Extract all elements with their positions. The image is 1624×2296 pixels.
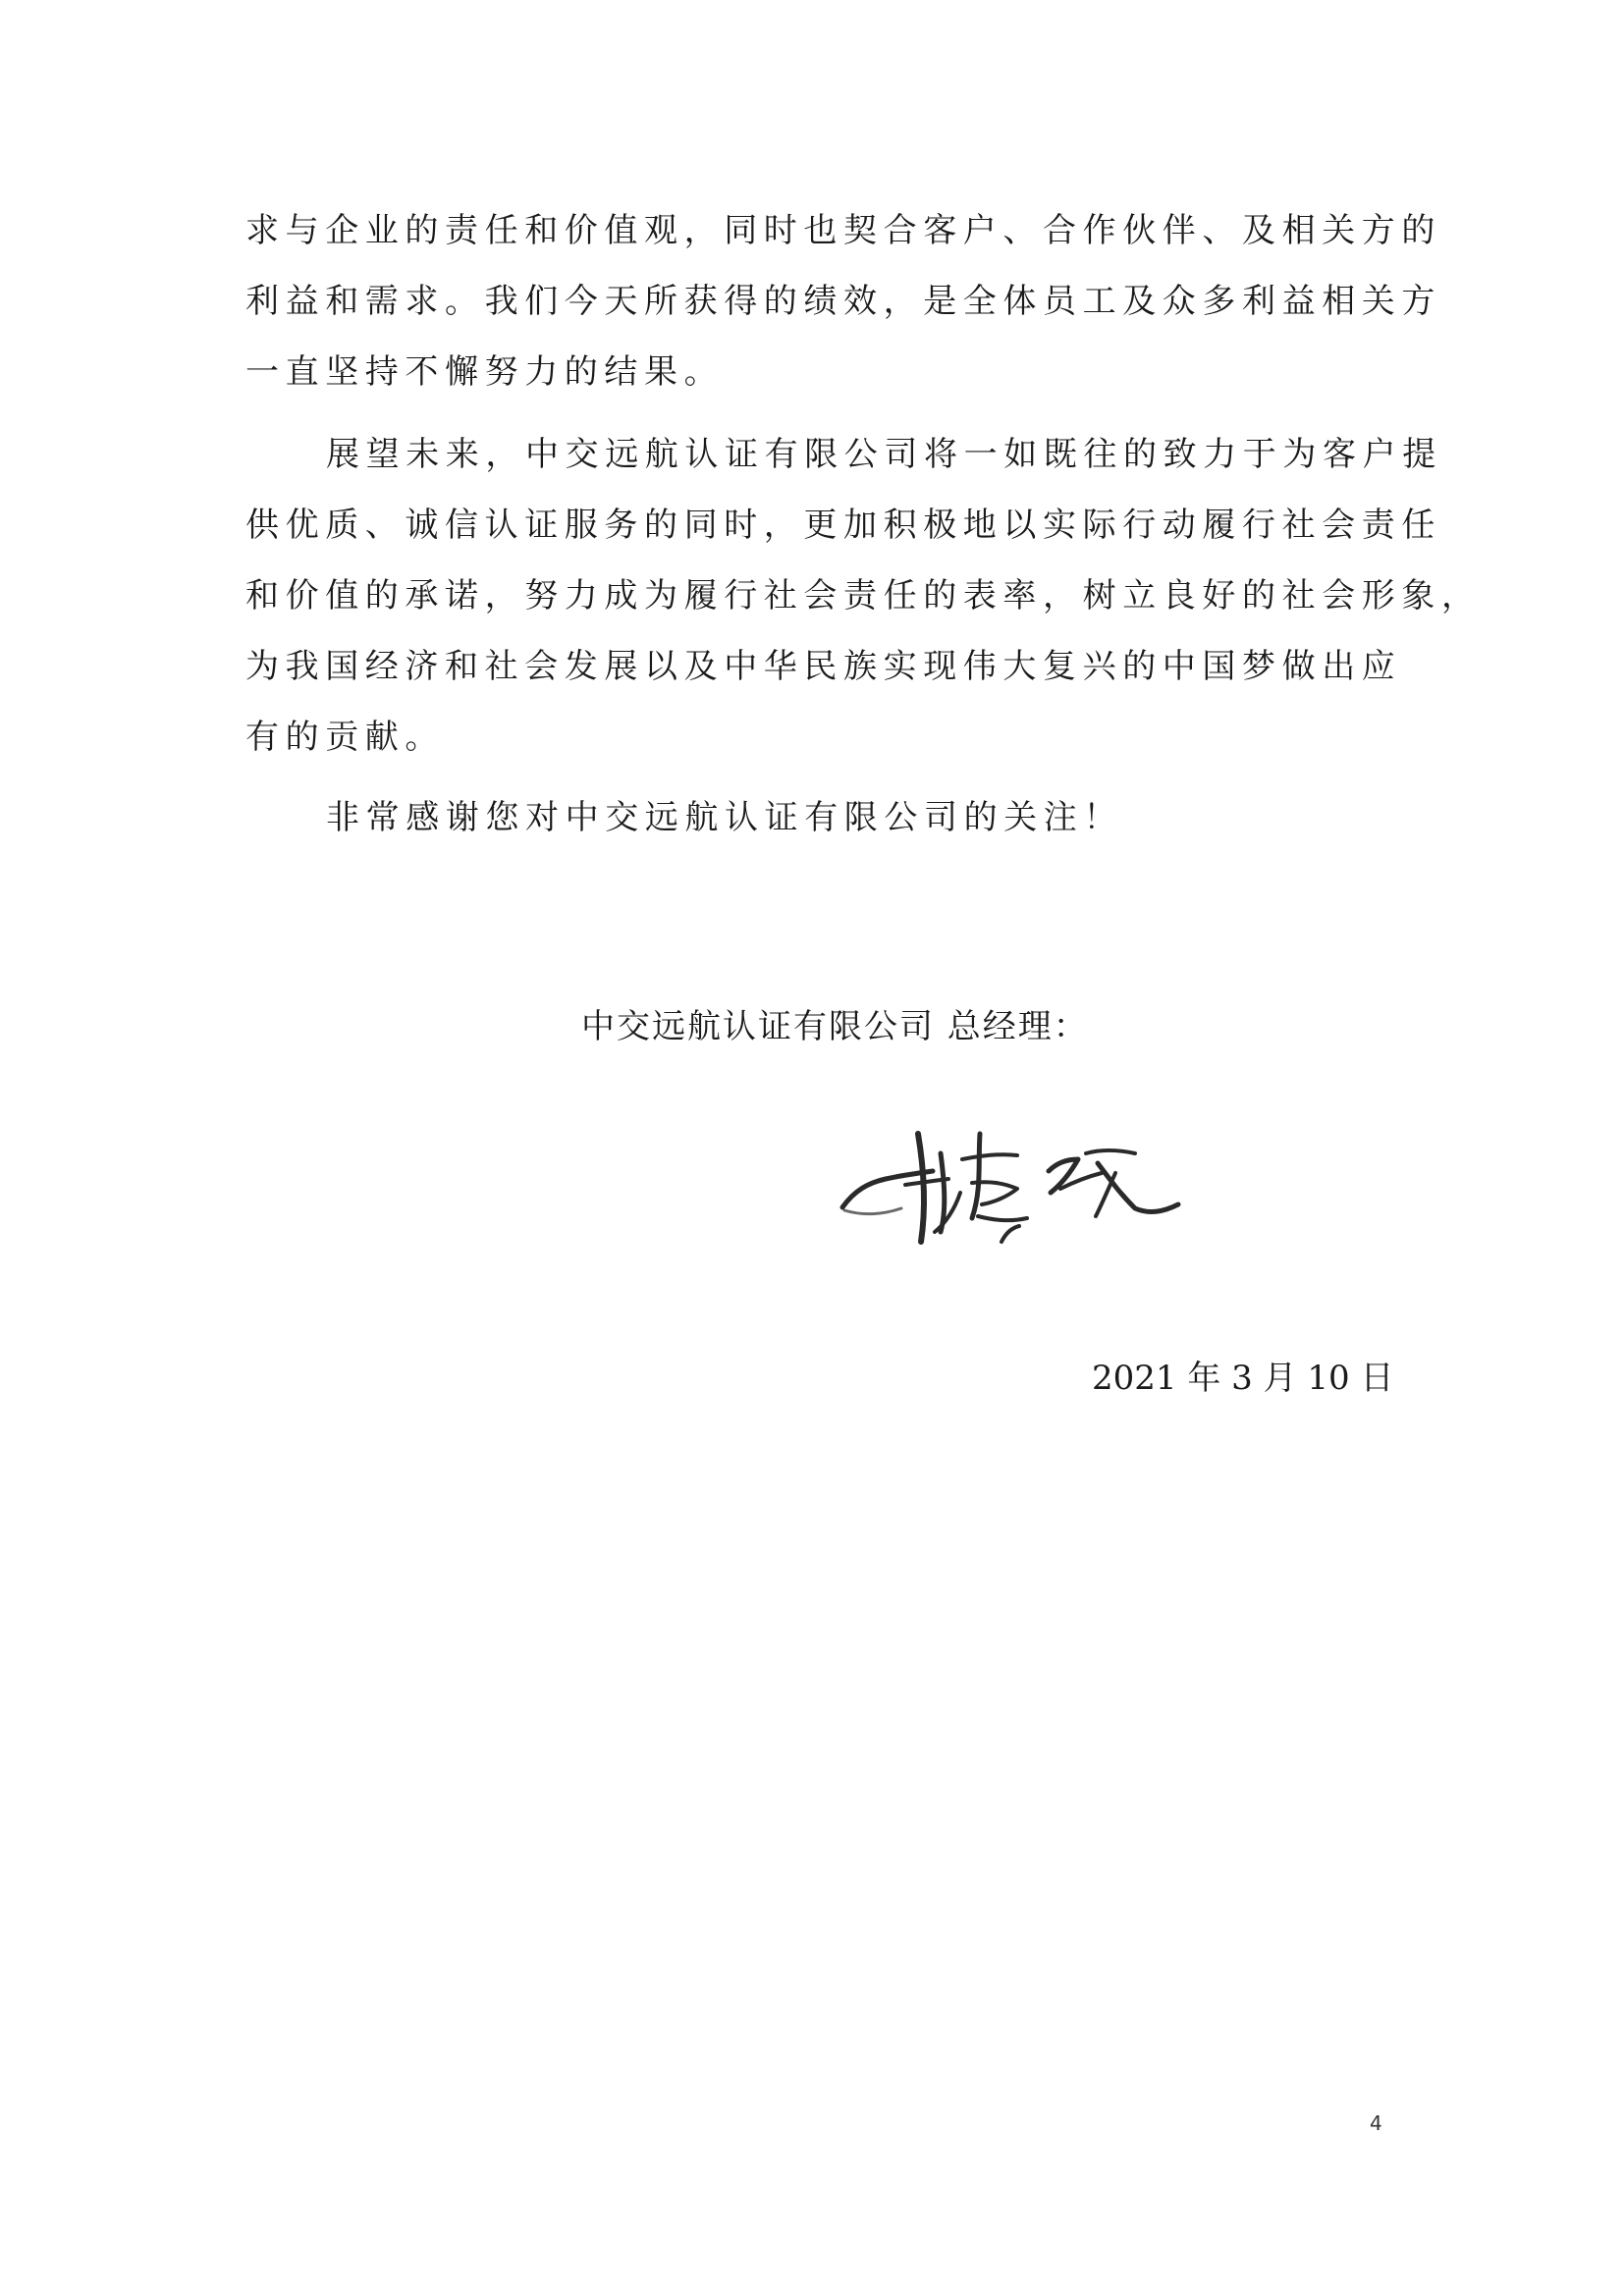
page-number: 4 <box>1370 2111 1382 2135</box>
body-line-7: 为我国经济和社会发展以及中华民族实现伟大复兴的中国梦做出应 <box>245 647 1402 686</box>
body-line-9: 非常感谢您对中交远航认证有限公司的关注！ <box>326 798 1123 837</box>
letter-date: 2021 年 3 月 10 日 <box>1092 1359 1394 1398</box>
handwritten-signature <box>825 1095 1218 1271</box>
body-line-2: 利益和需求。我们今天所获得的绩效，是全体员工及众多利益相关方 <box>245 282 1441 321</box>
body-line-3: 一直坚持不懈努力的结果。 <box>245 352 725 392</box>
body-line-8: 有的贡献。 <box>245 718 445 757</box>
body-line-6: 和价值的承诺，努力成为履行社会责任的表率，树立良好的社会形象， <box>245 576 1482 615</box>
signatory-line: 中交远航认证有限公司 总经理： <box>581 1007 1089 1046</box>
body-line-5: 供优质、诚信认证服务的同时，更加积极地以实际行动履行社会责任 <box>245 506 1441 545</box>
body-line-4: 展望未来，中交远航认证有限公司将一如既往的致力于为客户提 <box>326 435 1442 474</box>
body-line-1: 求与企业的责任和价值观，同时也契合客户、合作伙伴、及相关方的 <box>245 211 1441 250</box>
